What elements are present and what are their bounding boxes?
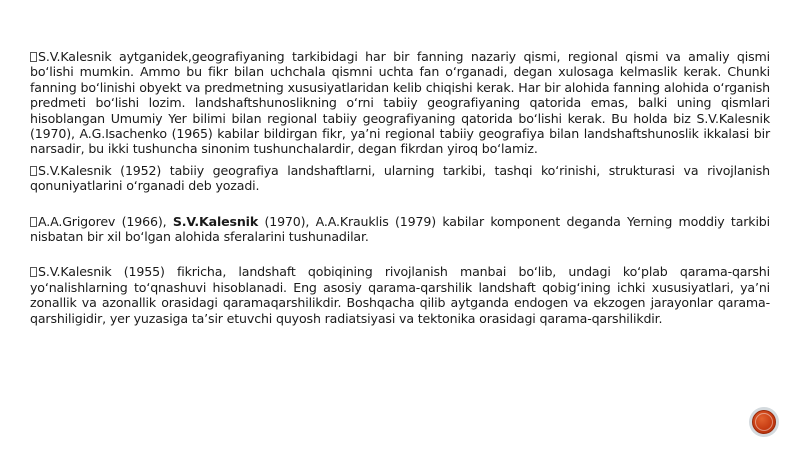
paragraph-3-text-before: A.A.Grigorev (1966),	[38, 213, 173, 229]
paragraph-3	[30, 214, 770, 245]
paragraph-4-text: S.V.Kalesnik (1955) fikricha, landshaft qobiqining rivojlanish manbai bo‘lib, undagi ko‘plab qarama-qarshi yo‘nalishlarning to‘qnashuvi hisoblanadi. Eng asosiy qarama-qarshilik landshaft qobig‘ining ichki xususiyatlari, ya’ni zonallik va azonallik orasidagi qaramaqarshilikdir. Boshqacha qilib aytganda endogen va ekzogen jarayonlar qarama-qarshiligidir, yer yuzasiga ta’sir etuvchi quyosh radiatsiyasi va tektonika orasidagi qarama-qarshilikdir.	[30, 264, 770, 326]
slide-content	[30, 49, 770, 326]
paragraph-2-text: S.V.Kalesnik (1952) tabiiy geografiya landshaftlarni, ularning tarkibi, tashqi ko‘rinishi, strukturasi va rivojlanish qonuniyatlarini o‘rganadi deb yozadi.	[30, 162, 770, 194]
paragraph-1-text: S.V.Kalesnik aytganidek,geografiyaning tarkibidagi har bir fanning nazariy qismi, regional qismi va amaliy qismi bo‘lishi mumkin. Ammo bu fikr bilan uchchala qismni uchta fan o‘rganadi, degan xulosaga kelmaslik kerak. Chunki fanning bo‘linishi obyekt va predmetning xususiyatlaridan kelib chiqishi kerak. Har bir alohida fanning alohida o‘rganish predmeti bo‘lishi lozim. landshaftshunoslikning o‘rni tabiiy geografiyaning qatorida emas, balki uning qismlari hisoblangan Umumiy Yer bilimi bilan regional tabiiy geografiyaning qatorida bo‘lishi kerak. Bu holda biz S.V.Kalesnik (1970), A.G.Isachenko (1965) kabilar bildirgan fikr, ya’ni regional tabiiy geografiya bilan landshaftshunoslik ikkalasi bir narsadir, bu ikki tushuncha sinonim tushunchalardir, degan fikrdan yiroq bo‘lamiz.	[30, 49, 770, 157]
paragraph-1	[30, 49, 770, 157]
paragraph-3-bold-name: S.V.Kalesnik	[172, 213, 259, 229]
bullet-glyph-icon	[30, 166, 37, 176]
bullet-glyph-icon	[30, 52, 37, 62]
paragraph-4	[30, 264, 770, 326]
bullet-glyph-icon	[30, 267, 37, 277]
bullet-glyph-icon	[30, 217, 37, 227]
paragraph-2	[30, 163, 770, 194]
paragraph-3-text-after: (1970), A.A.Krauklis (1979) kabilar komponent deganda Yerning moddiy tarkibi nisbatan bir xil bo‘lgan alohida sferalarini tushunadilar.	[30, 213, 770, 245]
circle-nav-button-icon[interactable]	[749, 407, 779, 437]
nav-button-ring	[755, 413, 773, 431]
